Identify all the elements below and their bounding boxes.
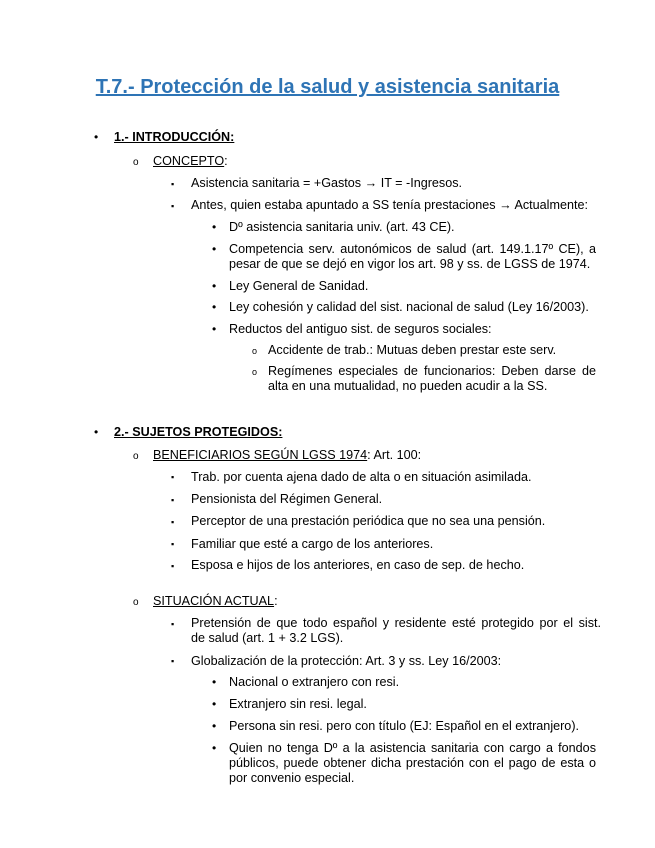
list-item: Familiar que esté a cargo de los anteriores. (191, 537, 434, 551)
bullet: ▪ (171, 517, 175, 527)
list-item (229, 741, 596, 786)
subheading-label: SITUACIÓN ACTUAL (153, 594, 275, 608)
subheading-label: CONCEPTO (153, 154, 225, 168)
bullet: • (212, 300, 217, 314)
bullet: ▪ (171, 201, 175, 211)
list-item-line: Competencia serv. autonómicos de salud (art. 149.1.17º CE), a (229, 242, 596, 256)
bullet: ▪ (171, 495, 175, 505)
bullet: o (133, 597, 139, 608)
bullet: ▪ (171, 561, 175, 571)
bullet: o (133, 157, 139, 168)
subheading-situacion (153, 594, 278, 609)
list-item: Dº asistencia sanitaria univ. (art. 43 CE). (229, 220, 455, 234)
list-item-line: Quien no tenga Dº a la asistencia sanitaria con cargo a fondos (229, 741, 596, 755)
bullet: o (252, 346, 258, 356)
section-heading-introduccion: 1.- INTRODUCCIÓN: (114, 130, 235, 144)
subheading-suffix: : (274, 594, 278, 608)
list-item: Ley cohesión y calidad del sist. nacional de salud (Ley 16/2003). (229, 300, 589, 314)
bullet: • (94, 130, 99, 144)
bullet: o (252, 367, 258, 377)
bullet: • (212, 741, 217, 755)
bullet: • (212, 719, 217, 733)
bullet: • (212, 279, 217, 293)
bullet: • (212, 322, 217, 336)
list-item: Esposa e hijos de los anteriores, en caso de sep. de hecho. (191, 558, 525, 572)
section-heading-sujetos: 2.- SUJETOS PROTEGIDOS: (114, 425, 283, 439)
list-item-line: alta en una mutualidad, no pueden acudir a la SS. (268, 379, 548, 393)
subheading-beneficiarios (153, 448, 421, 463)
list-item: Asistencia sanitaria = +Gastos → IT = -Ingresos. (191, 176, 463, 190)
subheading-suffix: : (224, 154, 228, 168)
bullet: ▪ (171, 179, 175, 189)
bullet: • (212, 697, 217, 711)
list-item-line: Regímenes especiales de funcionarios: Deben darse de (268, 364, 596, 378)
list-item (229, 242, 596, 272)
list-item (268, 364, 596, 394)
list-item: Persona sin resi. pero con título (EJ: Español en el extranjero). (229, 719, 580, 733)
document-title-text: T.7.- Protección de la salud y asistencia sanitaria (95, 76, 560, 98)
list-item-line: públicos, puede obtener dicha prestación con el pago de esta o (229, 756, 596, 770)
list-item: Pensionista del Régimen General. (191, 492, 383, 506)
list-item: Perceptor de una prestación periódica que no sea una pensión. (191, 514, 546, 528)
bullet: ▪ (171, 619, 175, 629)
bullet: ▪ (171, 656, 175, 666)
list-item: Antes, quien estaba apuntado a SS tenía prestaciones → Actualmente: (191, 198, 588, 212)
subheading-concepto (153, 154, 228, 169)
list-item (191, 616, 601, 646)
bullet: • (94, 425, 99, 439)
list-item: Ley General de Sanidad. (229, 279, 369, 293)
list-item-line: de salud (art. 1 + 3.2 LGS). (191, 631, 344, 645)
bullet: ▪ (171, 539, 175, 549)
list-item: Trab. por cuenta ajena dado de alta o en situación asimilada. (191, 470, 532, 484)
bullet: • (212, 675, 217, 689)
list-item-line: pesar de que se dejó en vigor los art. 98 y ss. de LGSS de 1974. (229, 257, 591, 271)
list-item: Accidente de trab.: Mutuas deben prestar este serv. (268, 343, 557, 357)
list-item-line: por convenio especial. (229, 771, 355, 785)
list-item: Nacional o extranjero con resi. (229, 675, 400, 689)
subheading-label: BENEFICIARIOS SEGÚN LGSS 1974 (153, 448, 368, 462)
bullet: o (133, 451, 139, 462)
list-item: Extranjero sin resi. legal. (229, 697, 367, 711)
list-item: Globalización de la protección: Art. 3 y ss. Ley 16/2003: (191, 654, 502, 668)
list-item: Reductos del antiguo sist. de seguros sociales: (229, 322, 492, 336)
bullet: • (212, 242, 217, 256)
subheading-suffix: : Art. 100: (367, 448, 422, 462)
list-item-line: Pretensión de que todo español y residente esté protegido por el sist. (191, 616, 601, 630)
bullet: • (212, 220, 217, 234)
document-title (0, 76, 655, 99)
bullet: ▪ (171, 472, 175, 482)
